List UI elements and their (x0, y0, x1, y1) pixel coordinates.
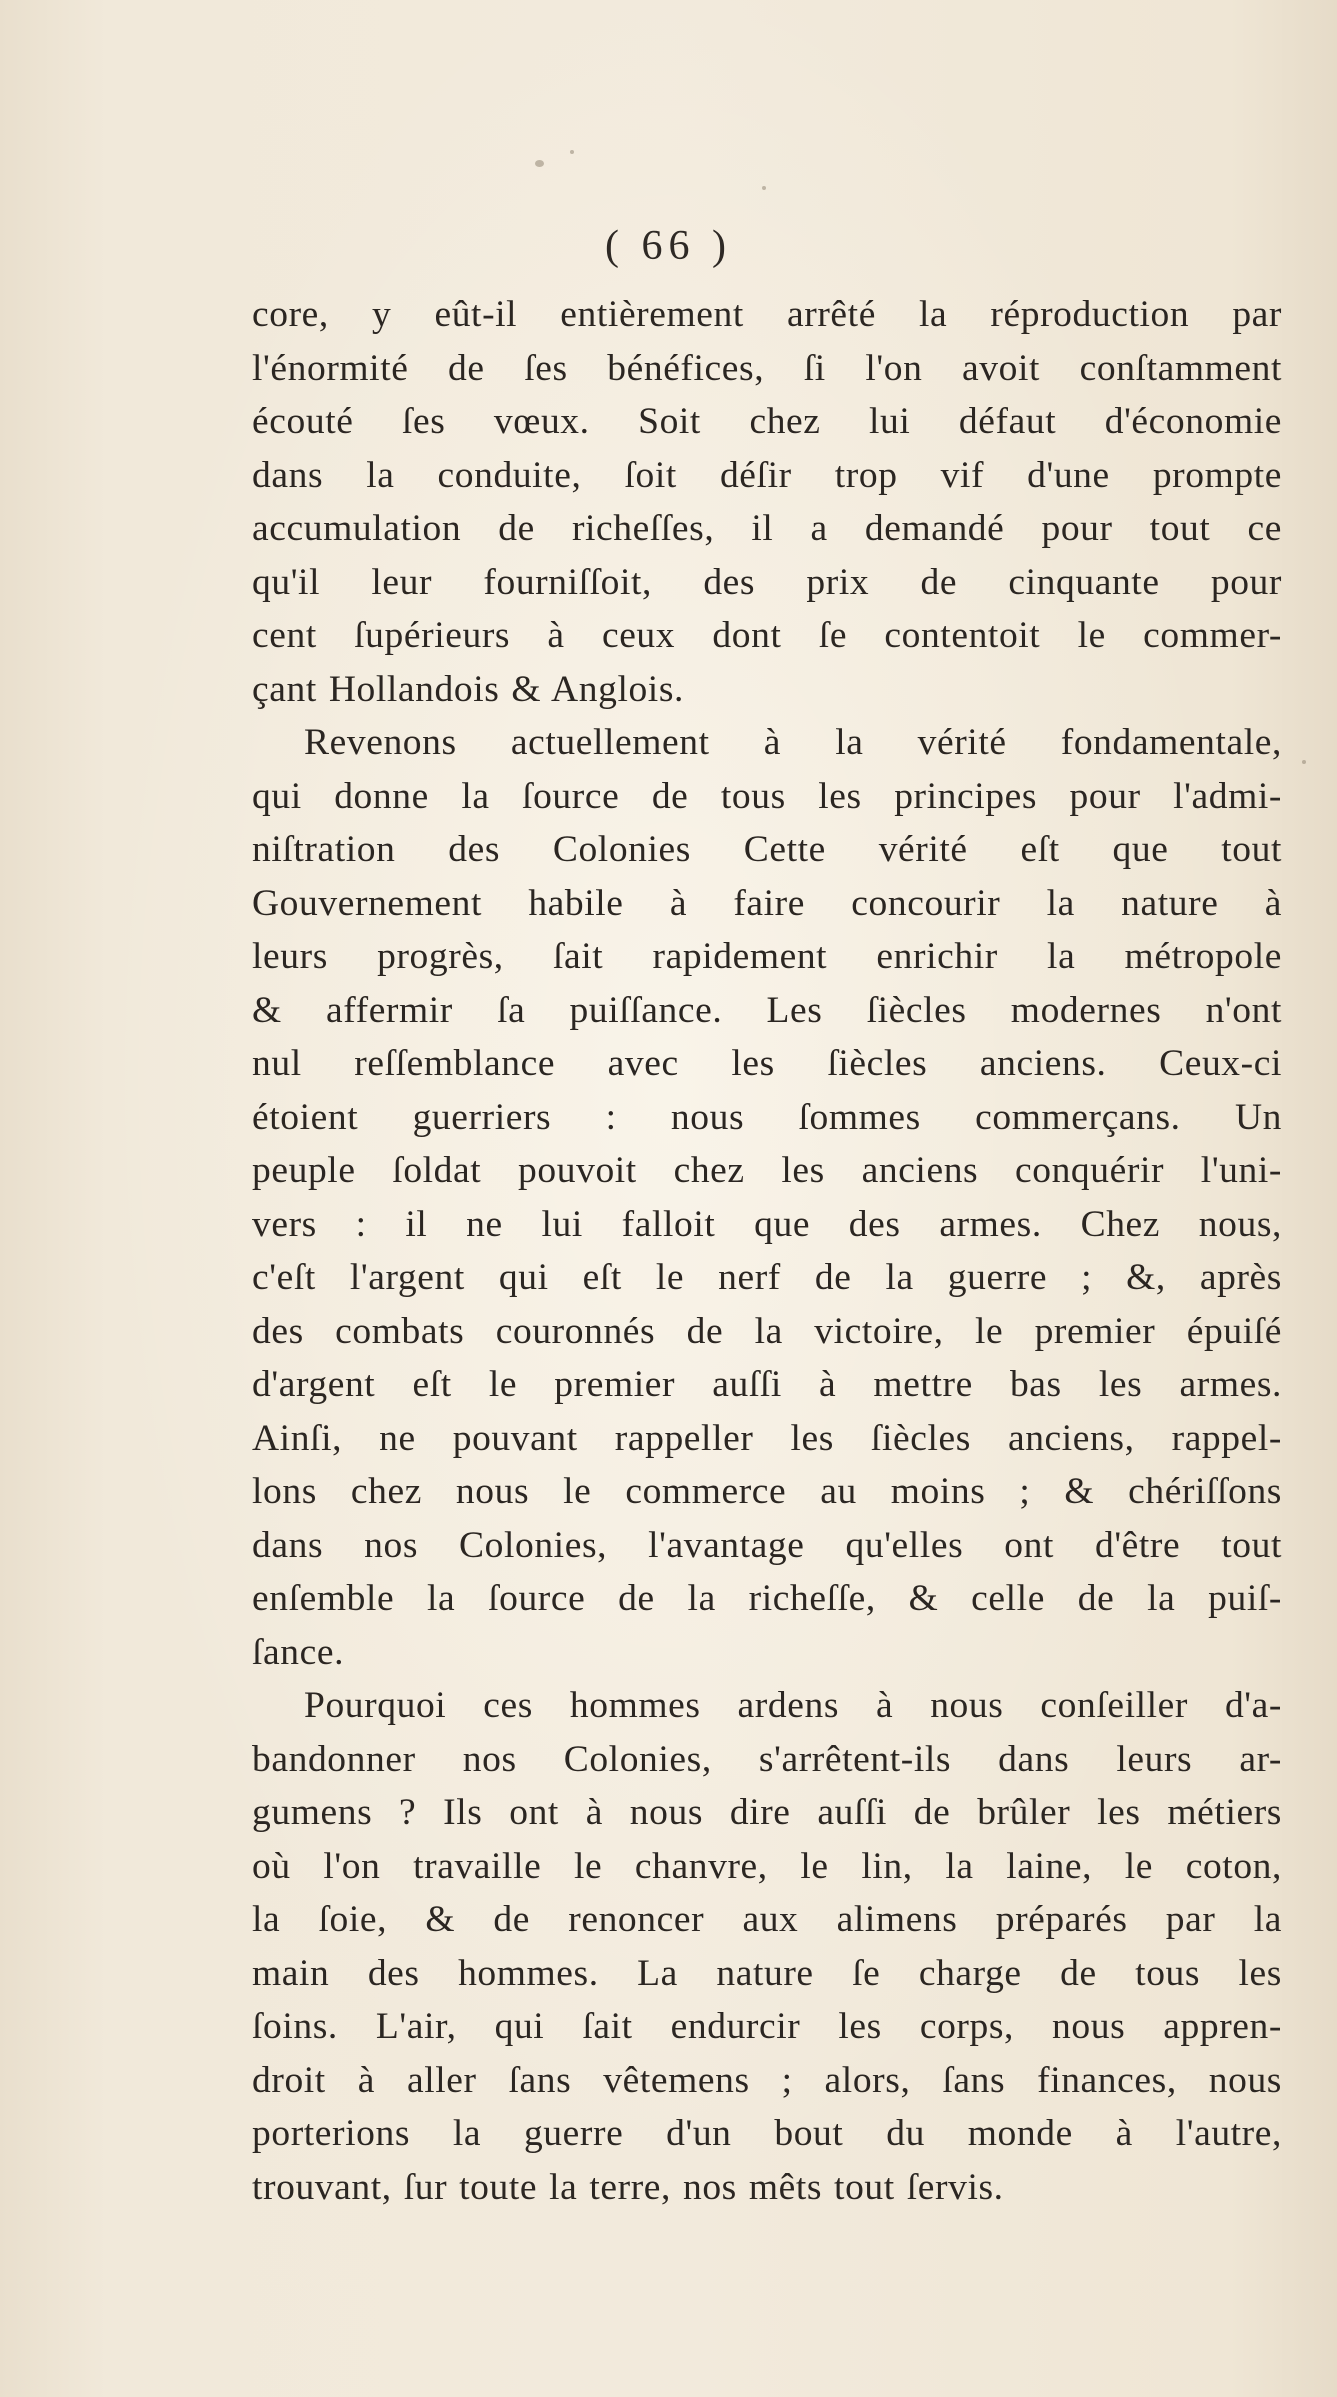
text-line: accumulation de richeſſes, il a demandé pour tout ce (252, 508, 1282, 549)
text-line: lons chez nous le commerce au moins ; & chériſſons (252, 1471, 1282, 1512)
text-line: Ainſi, ne pouvant rappeller les ſiècles anciens, rappel- (252, 1417, 1282, 1459)
text-line: çant Hollandois & Anglois. (252, 668, 684, 710)
text-line: étoient guerriers : nous ſommes commerçans. Un (252, 1096, 1282, 1138)
text-line: droit à aller ſans vêtemens ; alors, ſans finances, nous (252, 2059, 1282, 2101)
text-line: Pourquoi ces hommes ardens à nous conſeiller d'a- (304, 1685, 1282, 1726)
paper-speck (570, 150, 574, 154)
text-line: c'eſt l'argent qui eſt le nerf de la guerre ; &, après (252, 1257, 1282, 1298)
text-line: ſoins. L'air, qui ſait endurcir les corps, nous appren- (252, 2006, 1282, 2047)
text-line: main des hommes. La nature ſe charge de tous les (252, 1952, 1282, 1994)
paper-speck (762, 186, 766, 190)
text-line: peuple ſoldat pouvoit chez les anciens conquérir l'uni- (252, 1150, 1282, 1191)
text-line: core, y eût-il entièrement arrêté la réproduction par (252, 294, 1282, 335)
text-line: gumens ? Ils ont à nous dire auſſi de brûler les métiers (252, 1792, 1282, 1833)
text-line: écouté ſes vœux. Soit chez lui défaut d'économie (252, 401, 1282, 442)
paper-speck (1302, 760, 1306, 764)
text-line: qui donne la ſource de tous les principes pour l'admi- (252, 775, 1282, 817)
text-line: dans la conduite, ſoit déſir trop vif d'une prompte (252, 454, 1282, 496)
text-line: dans nos Colonies, l'avantage qu'elles ont d'être tout (252, 1524, 1282, 1566)
text-line: l'énormité de ſes bénéfices, ſi l'on avoit conſtamment (252, 347, 1282, 389)
text-line: la ſoie, & de renoncer aux alimens préparés par la (252, 1899, 1282, 1940)
text-line: ſance. (252, 1631, 345, 1673)
paragraph-3 (252, 1679, 1282, 2214)
text-line: où l'on travaille le chanvre, le lin, la laine, le coton, (252, 1845, 1282, 1887)
body-text (252, 288, 1282, 2214)
text-line: nul reſſemblance avec les ſiècles anciens. Ceux-ci (252, 1043, 1282, 1084)
paragraph-1 (252, 288, 1282, 716)
text-line: Revenons actuellement à la vérité fondamentale, (304, 722, 1282, 763)
text-line: & affermir ſa puiſſance. Les ſiècles modernes n'ont (252, 989, 1282, 1031)
text-line: leurs progrès, ſait rapidement enrichir la métropole (252, 936, 1282, 977)
text-line: qu'il leur fourniſſoit, des prix de cinquante pour (252, 561, 1282, 603)
text-line: vers : il ne lui falloit que des armes. Chez nous, (252, 1203, 1282, 1245)
text-line: bandonner nos Colonies, s'arrêtent-ils dans leurs ar- (252, 1738, 1282, 1780)
text-line: enſemble la ſource de la richeſſe, & celle de la puiſ- (252, 1578, 1282, 1619)
text-line: des combats couronnés de la victoire, le premier épuiſé (252, 1310, 1282, 1352)
text-line: porterions la guerre d'un bout du monde à l'autre, (252, 2113, 1282, 2154)
paper-speck (535, 160, 544, 167)
text-line: Gouvernement habile à faire concourir la nature à (252, 882, 1282, 924)
text-line: niſtration des Colonies Cette vérité eſt que tout (252, 829, 1282, 870)
paragraph-2 (252, 716, 1282, 1679)
text-line: trouvant, ſur toute la terre, nos mêts tout ſervis. (252, 2166, 1004, 2208)
page-number: ( 66 ) (605, 223, 732, 269)
text-line: d'argent eſt le premier auſſi à mettre bas les armes. (252, 1364, 1282, 1405)
text-line: cent ſupérieurs à ceux dont ſe contentoit le commer- (252, 615, 1282, 656)
